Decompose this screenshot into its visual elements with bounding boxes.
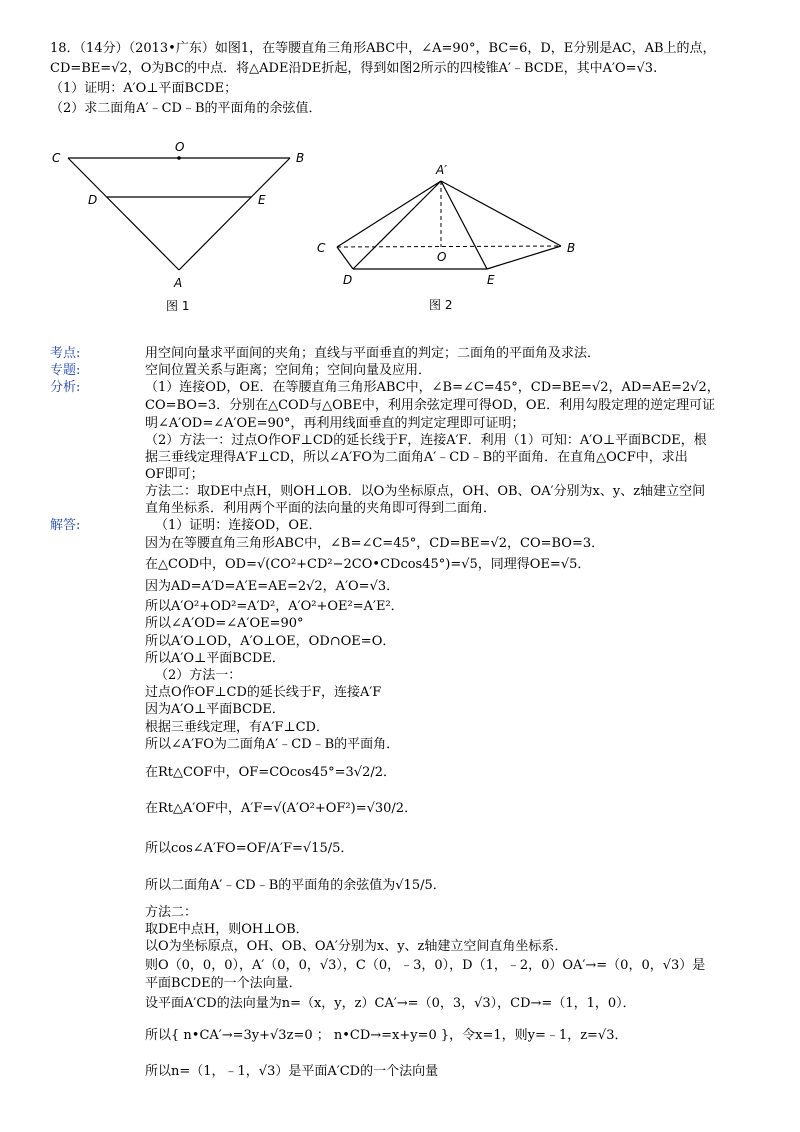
solution-line: 在Rt△COF中，OF=COcos45°=3√2/2．	[145, 765, 396, 780]
problem-part-1: （1）证明：A′O⊥平面BCDE；	[50, 81, 238, 96]
fig1-point-o	[177, 156, 181, 160]
fig2-edge-ab	[441, 181, 561, 246]
fig2-dashed-cb	[337, 246, 561, 247]
fig2-edge-ac	[337, 181, 441, 247]
fig1-edge-ca	[68, 158, 179, 270]
solution-line: 所以∠A′FO为二面角A′﹣CD﹣B的平面角．	[145, 737, 400, 752]
figure-2	[305, 158, 595, 323]
solution-line: 方法二：	[145, 905, 198, 920]
fenxi-line: OF即可；	[145, 467, 204, 482]
solution-line: 所以∠A′OD=∠A′OE=90°	[145, 616, 304, 631]
solution-line: 所以A′O²+OD²=A′D²，A′O²+OE²=A′E²．	[145, 599, 404, 614]
solution-line: 以O为坐标原点，OH、OB、OA′分别为x、y、z轴建立空间直角坐标系．	[145, 939, 568, 954]
fig2-edge-ad	[353, 181, 441, 269]
fig2-label-o: O	[437, 250, 447, 264]
fig2-caption: 图 2	[429, 298, 453, 312]
solution-line: 平面BCDE的一个法向量．	[145, 976, 302, 991]
solution-line: 过点O作OF⊥CD的延长线于F，连接A′F	[145, 685, 382, 700]
problem-part-2: （2）求二面角A′﹣CD﹣B的平面角的余弦值．	[50, 101, 322, 116]
fenxi-line: 直角坐标系．利用两个平面的法向量的夹角即可得到二面角．	[145, 501, 497, 516]
solution-line: （1）证明：连接OD，OE．	[155, 518, 322, 533]
solution-line: 因为在等腰直角三角形ABC中，∠B=∠C=45°，CD=BE=√2，CO=BO=3．	[145, 536, 605, 551]
solution-line: 因为A′O⊥平面BCDE．	[145, 702, 285, 717]
solution-line: 所以二面角A′﹣CD﹣B的平面角的余弦值为√15/5．	[145, 878, 446, 893]
solution-line: 所以A′O⊥平面BCDE．	[145, 651, 285, 666]
solution-line: 因为AD=A′D=A′E=AE=2√2，A′O=√3．	[145, 579, 400, 594]
fenxi-line: （2）方法一：过点O作OF⊥CD的延长线于F，连接A′F．利用（1）可知：A′O⊥平面BCDE，根	[145, 433, 707, 448]
fig1-label-d: D	[88, 193, 98, 207]
fig1-label-o: O	[175, 140, 185, 154]
fig2-edge-cd	[337, 247, 353, 269]
fenxi-line: 方法二：取DE中点H，则OH⊥OB．以O为坐标原点，OH、OB、OA′分别为x、y、z轴建立空间	[145, 484, 706, 499]
zhuanti-text: 空间位置关系与距离；空间角；空间向量及应用．	[145, 363, 432, 378]
problem-line-2: CD=BE=√2，O为BC的中点．将△ADE沿DE折起，得到如图2所示的四棱锥A′﹣BCDE，其中A′O=√3.	[50, 61, 658, 76]
fenxi-line: 明∠A′OD=∠A′OE=90°，再利用线面垂直的判定定理即可证明；	[145, 416, 525, 431]
fig1-label-a: A	[174, 276, 183, 290]
solution-line: 在Rt△A′OF中，A′F=√(A′O²+OF²)=√30/2．	[145, 801, 418, 816]
fig1-label-c: C	[52, 151, 61, 165]
solution-line: 根据三垂线定理，有A′F⊥CD．	[145, 720, 329, 735]
solution-line: （2）方法一：	[155, 668, 242, 683]
fig2-label-c: C	[317, 241, 326, 255]
fenxi-line: CO=BO=3．分别在△COD与△OBE中，利用余弦定理可得OD，OE．利用勾股定理的逆定理可证	[145, 398, 716, 413]
fenxi-label: 分析:	[50, 380, 81, 395]
solution-line: 所以{ n•CA′→=3y+√3z=0 ； n•CD→=x+y=0 }，令x=1，则y=﹣1，z=√3．	[145, 1028, 628, 1043]
solution-line: 取DE中点H，则OH⊥OB．	[145, 922, 309, 937]
fenxi-line: （1）连接OD，OE．在等腰直角三角形ABC中，∠B=∠C=45°，CD=BE=√2，AD=AE=2√2，	[145, 380, 720, 395]
solution-line: 所以cos∠A′FO=OF/A′F=√15/5．	[145, 841, 354, 856]
problem-line-1: 18．（14分）（2013•广东）如图1，在等腰直角三角形ABC中，∠A=90°，BC=6，D，E分别是AC，AB上的点，	[50, 41, 716, 56]
solution-line: 所以n=（1，﹣1，√3）是平面A′CD的一个法向量	[145, 1064, 439, 1079]
solution-line: 在△COD中，OD=√(CO²+CD²−2CO•CDcos45°)=√5，同理得OE=√5．	[145, 557, 591, 572]
fig1-edge-ba	[179, 158, 290, 270]
fig2-label-a-prime: A′	[436, 163, 447, 177]
fig2-label-b: B	[567, 241, 576, 255]
fig2-edge-eb	[487, 246, 561, 269]
jieda-label: 解答:	[50, 518, 81, 533]
solution-line: 所以A′O⊥OD，A′O⊥OE，OD∩OE=O．	[145, 634, 396, 649]
fig1-caption: 图 1	[166, 299, 190, 313]
fig2-edge-ae	[441, 181, 487, 269]
solution-line: 则O（0，0，0），A′（0，0，√3），C（0，﹣3，0），D（1，﹣2，0）OA′→=（0，0，√3）是	[145, 958, 706, 973]
kaodian-label: 考点:	[50, 346, 81, 361]
fig1-label-b: B	[296, 151, 305, 165]
kaodian-text: 用空间向量求平面间的夹角；直线与平面垂直的判定；二面角的平面角及求法．	[145, 346, 601, 361]
fenxi-line: 据三垂线定理得A′F⊥CD，所以∠A′FO为二面角A′﹣CD﹣B的平面角．在直角△OCF中，求出	[145, 450, 688, 465]
figure-1	[40, 132, 320, 322]
fig2-label-e: E	[487, 273, 495, 287]
solution-line: 设平面A′CD的法向量为n=（x，y，z）CA′→=（0，3，√3），CD→=（1，1，0）．	[145, 996, 636, 1011]
fig2-label-d: D	[343, 273, 353, 287]
fig1-label-e: E	[258, 193, 266, 207]
zhuanti-label: 专题:	[50, 363, 81, 378]
